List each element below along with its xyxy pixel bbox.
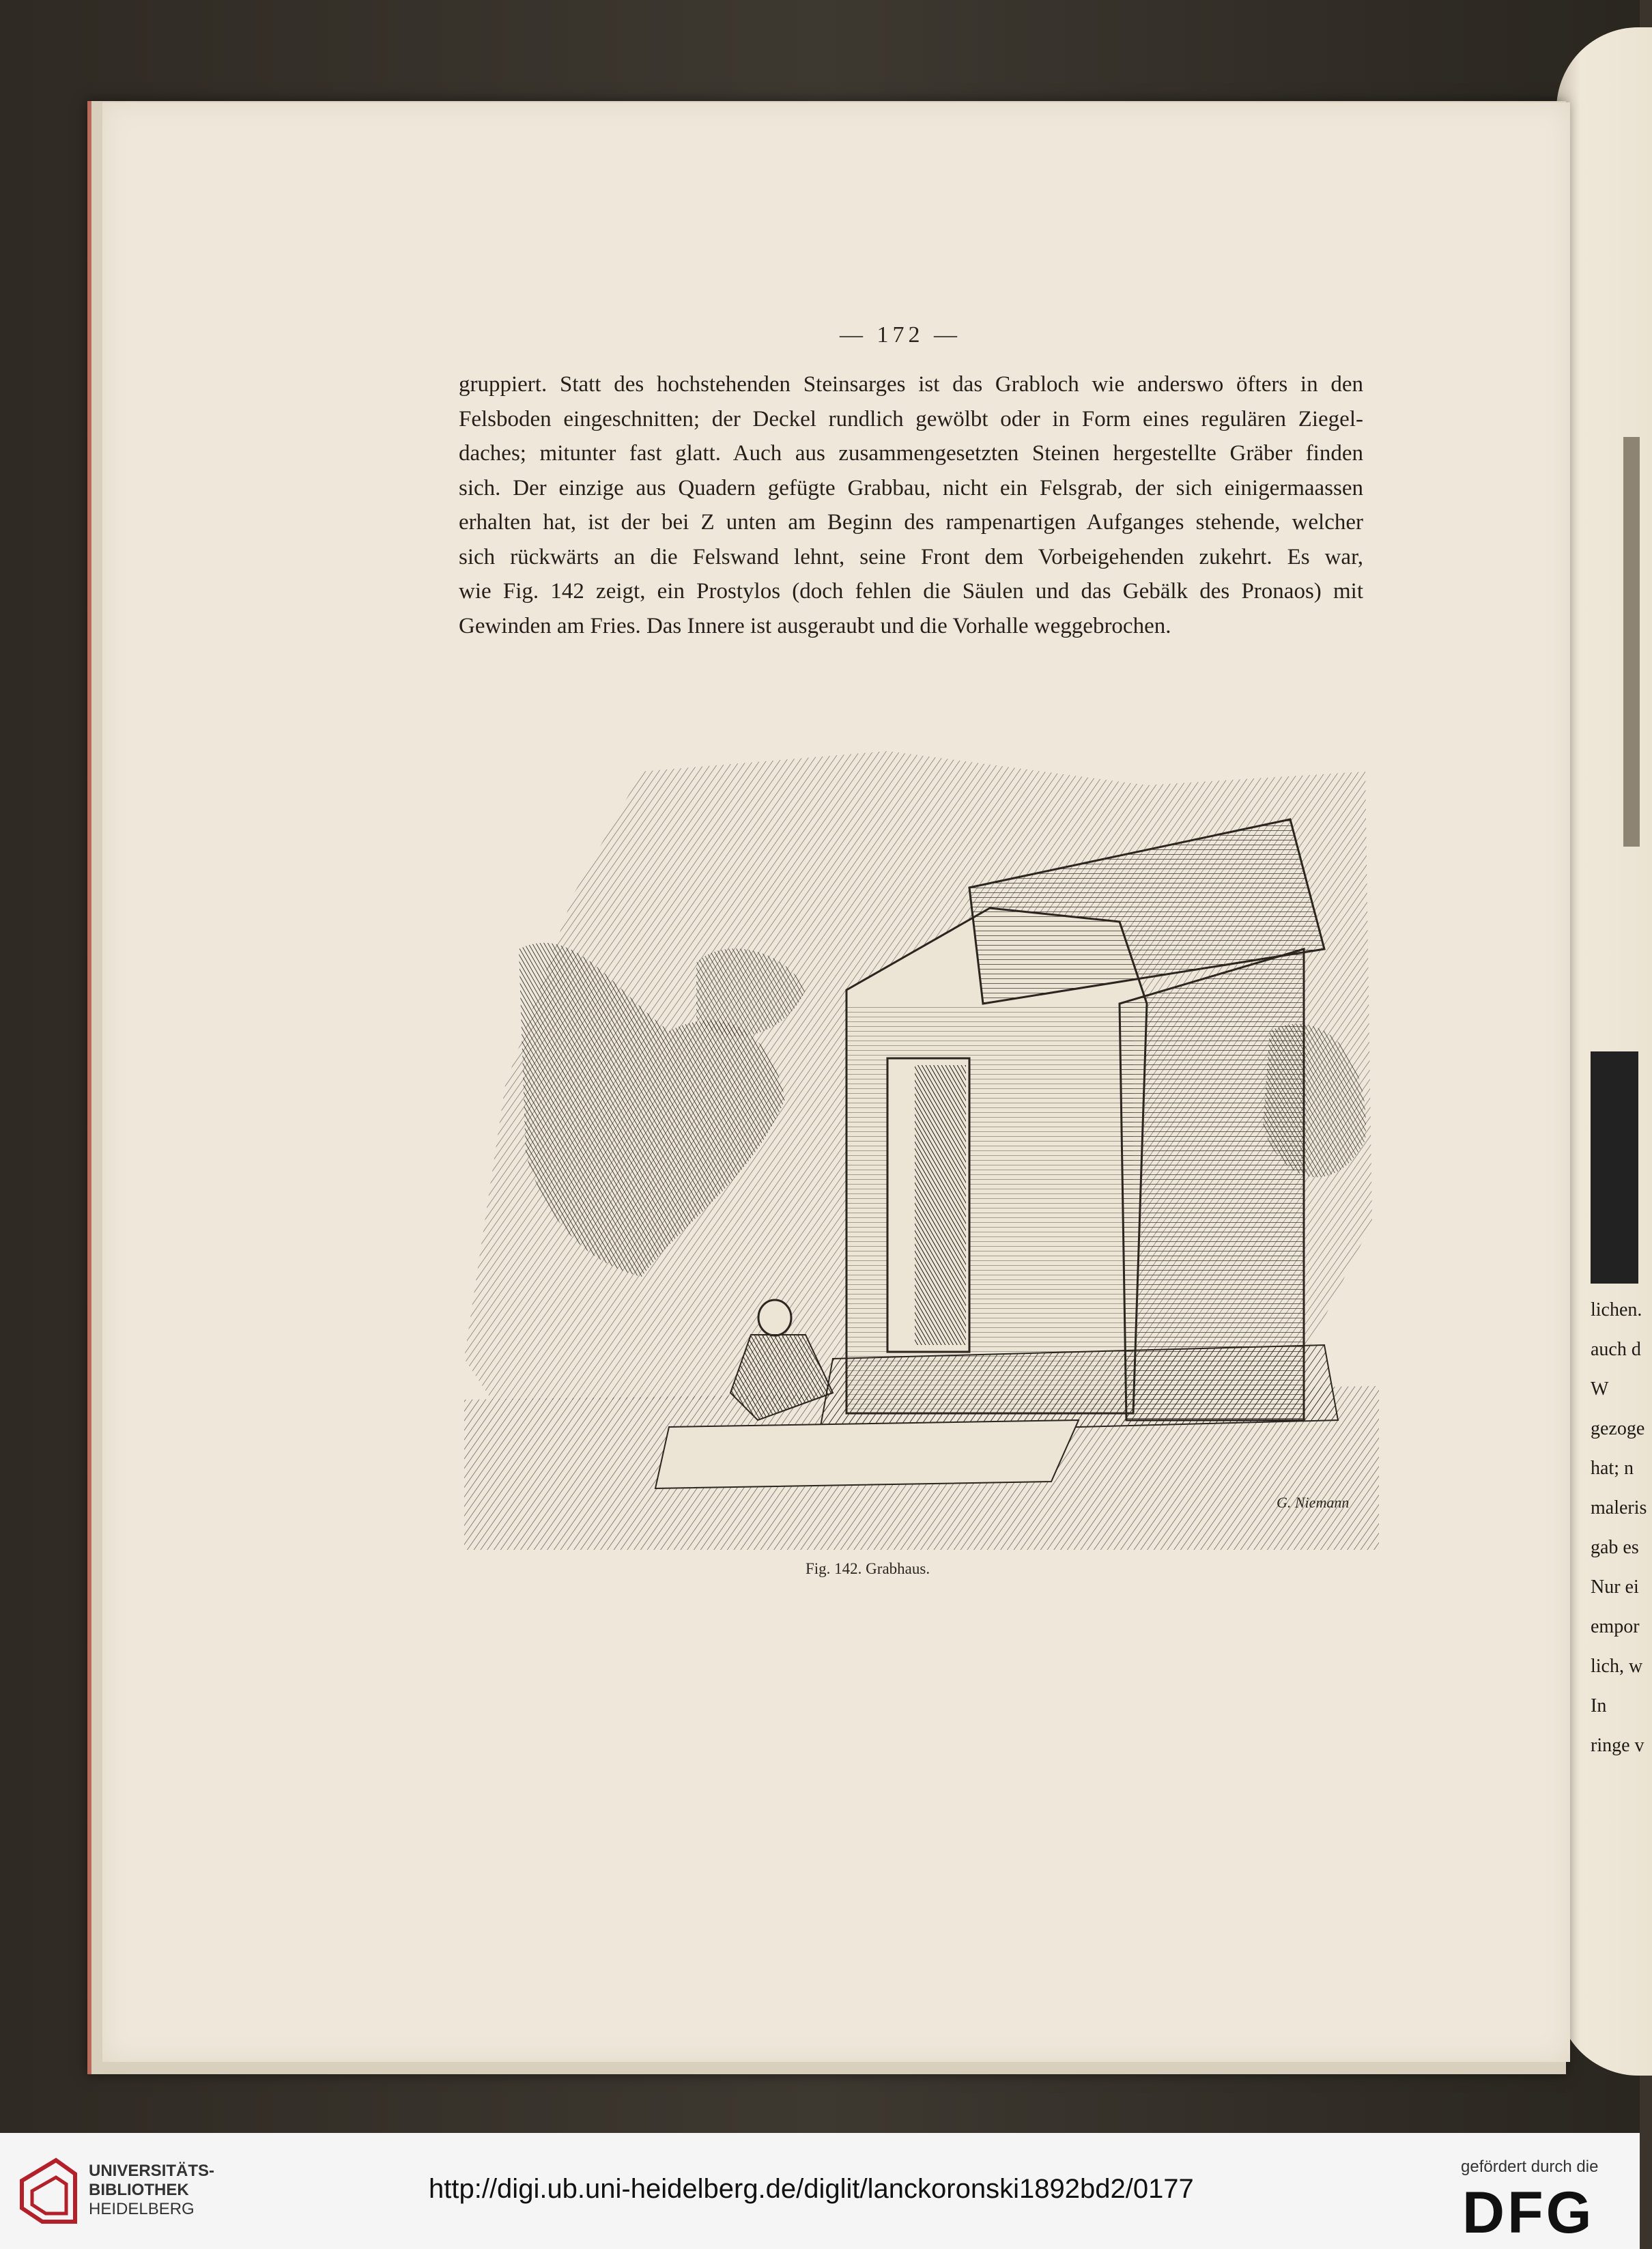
- facing-page-line: lich, w: [1591, 1656, 1643, 1677]
- facing-page-line: hat; n: [1591, 1458, 1634, 1479]
- body-paragraph: [459, 367, 1363, 643]
- facing-page-line: maleris: [1591, 1497, 1647, 1518]
- figure-caption: Fig. 142. Grabhaus.: [806, 1560, 930, 1577]
- facing-page-line: ringe v: [1591, 1735, 1644, 1756]
- university-library-logo-icon: [15, 2153, 81, 2229]
- text-line: wie Fig. 142 zeigt, ein Prostylos (doch fehlen die Säulen und das Gebälk des Pronaos) mit: [459, 579, 1363, 604]
- facing-page-illustration-edge: [1623, 437, 1640, 847]
- facing-page-line: gezoge: [1591, 1418, 1645, 1439]
- decorated-initial: [1591, 1051, 1638, 1284]
- facing-page-text: [1591, 1051, 1645, 1766]
- facing-page-line: In: [1591, 1695, 1607, 1716]
- text-line: Felsboden eingeschnitten; der Deckel rundlich gewölbt oder in Form eines regulären Ziegel-: [459, 406, 1363, 432]
- page-number: — 172 —: [840, 322, 961, 348]
- footer-bar: [0, 2133, 1640, 2249]
- artist-signature: G. Niemann: [1277, 1494, 1350, 1511]
- text-line: daches; mitunter fast glatt. Auch aus zusammengesetzten Steinen hergestellte Gräber finden: [459, 441, 1363, 466]
- facing-page-line: W: [1591, 1378, 1609, 1400]
- permalink-url[interactable]: http://digi.ub.uni-heidelberg.de/diglit/lanckoronski1892bd2/0177: [429, 2174, 1194, 2204]
- facing-page-line: Nur ei: [1591, 1576, 1639, 1598]
- facing-page-line: empor: [1591, 1616, 1640, 1637]
- text-line: Gewinden am Fries. Das Innere ist ausgeraubt und die Vorhalle weggebrochen.: [459, 613, 1171, 638]
- text-line: sich rückwärts an die Felswand lehnt, seine Front dem Vorbeigehenden zukehrt. Es war,: [459, 544, 1363, 569]
- facing-page-line: gab es: [1591, 1537, 1639, 1558]
- library-name: UNIVERSITÄTS- BIBLIOTHEK HEIDELBERG: [89, 2162, 215, 2218]
- funding-label: gefördert durch die: [1461, 2158, 1599, 2176]
- text-line: gruppiert. Statt des hochstehenden Steinsarges ist das Grabloch wie anderswo öfters in den: [459, 372, 1363, 397]
- dfg-logo: DFG: [1462, 2180, 1595, 2246]
- text-line: erhalten hat, ist der bei Z unten am Beginn des rampenartigen Aufganges stehende, welcher: [459, 510, 1363, 535]
- facing-page-line: auch d: [1591, 1339, 1641, 1360]
- text-line: sich. Der einzige aus Quadern gefügte Grabbau, nicht ein Felsgrab, der sich einigermaassen: [459, 475, 1363, 500]
- engraving-tomb-house: [464, 744, 1379, 1550]
- facing-page-line: lichen.: [1591, 1299, 1642, 1320]
